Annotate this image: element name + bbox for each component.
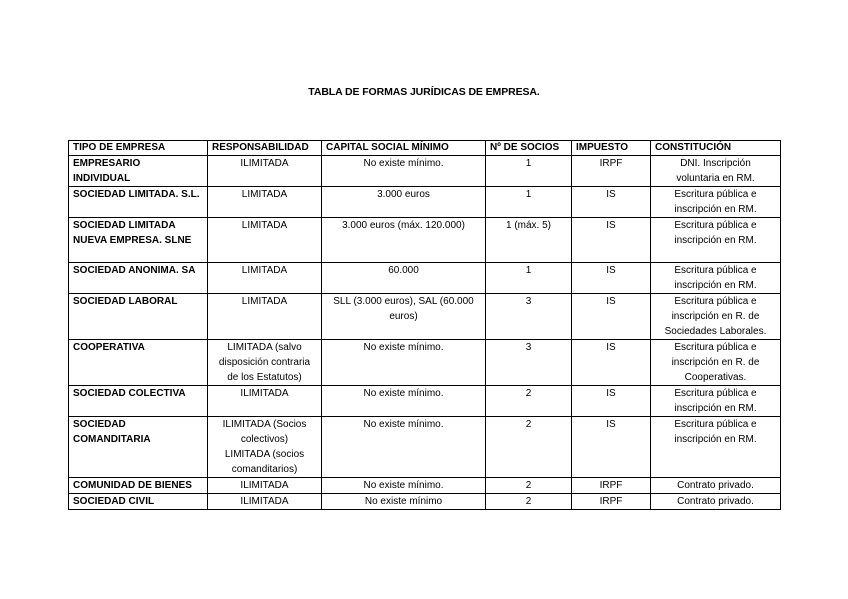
cell-line: de los Estatutos) (227, 372, 302, 383)
cell-tipo (69, 156, 208, 187)
cell-constitucion (651, 417, 781, 478)
cell-responsabilidad (208, 340, 322, 386)
cell-line: SOCIEDAD LABORAL (73, 296, 178, 307)
cell-line: inscripción en RM. (674, 235, 757, 246)
cell-line: Sociedades Laborales. (664, 326, 767, 337)
cell-socios: 2 (486, 478, 572, 494)
cell-socios: 2 (486, 417, 572, 478)
cell-constitucion (651, 218, 781, 263)
cell-constitucion (651, 386, 781, 417)
cell-line: Cooperativas. (684, 372, 747, 383)
cell-responsabilidad (208, 494, 322, 510)
cell-line: SOCIEDAD ANONIMA. SA (73, 265, 196, 276)
cell-responsabilidad (208, 218, 322, 263)
cell-capital (322, 417, 486, 478)
cell-line: ILIMITADA (Socios (222, 419, 307, 430)
cell-line: SOCIEDAD LIMITADA. S.L. (73, 189, 200, 200)
cell-line: inscripción en RM. (674, 403, 757, 414)
cell-line: Escritura pública e (674, 388, 757, 399)
cell-constitucion (651, 478, 781, 494)
cell-socios: 3 (486, 340, 572, 386)
cell-line: SOCIEDAD CIVIL (73, 496, 155, 507)
cell-tipo (69, 386, 208, 417)
cell-line: No existe mínimo. (363, 342, 444, 353)
cell-line: comanditarios) (231, 464, 298, 475)
cell-line: LIMITADA (salvo (227, 342, 302, 353)
table-row (69, 156, 781, 187)
cell-line: DNI. Inscripción (680, 158, 751, 169)
cell-line: NUEVA EMPRESA. SLNE (73, 235, 192, 246)
cell-socios: 2 (486, 494, 572, 510)
cell-constitucion (651, 263, 781, 294)
cell-line: SOCIEDAD COLECTIVA (73, 388, 186, 399)
cell-socios: 1 (máx. 5) (486, 218, 572, 263)
cell-line: LIMITADA (socios (224, 449, 305, 460)
cell-line: colectivos) (240, 434, 289, 445)
cell-line: Escritura pública e (674, 189, 757, 200)
cell-capital (322, 263, 486, 294)
cell-responsabilidad (208, 156, 322, 187)
cell-impuesto: IS (572, 187, 651, 218)
cell-capital (322, 340, 486, 386)
document-title: TABLA DE FORMAS JURÍDICAS DE EMPRESA. (308, 86, 540, 98)
table-body (69, 156, 781, 510)
cell-tipo (69, 294, 208, 340)
header-socios: Nº DE SOCIOS (486, 141, 572, 156)
cell-line: voluntaria en RM. (676, 173, 755, 184)
table-header-row (69, 141, 781, 156)
cell-constitucion (651, 340, 781, 386)
cell-impuesto: IS (572, 218, 651, 263)
cell-line: disposición contraria (218, 357, 311, 368)
cell-constitucion (651, 156, 781, 187)
cell-tipo (69, 417, 208, 478)
cell-line: Escritura pública e (674, 220, 757, 231)
cell-line: SOCIEDAD LIMITADA (73, 220, 176, 231)
table-row (69, 494, 781, 510)
cell-impuesto: IS (572, 294, 651, 340)
cell-line: SOCIEDAD (73, 419, 126, 430)
cell-socios: 1 (486, 187, 572, 218)
cell-constitucion (651, 294, 781, 340)
cell-line: No existe mínimo. (363, 419, 444, 430)
cell-line: No existe mínimo. (363, 158, 444, 169)
header-capital: CAPITAL SOCIAL MÍNIMO (322, 141, 486, 156)
cell-tipo (69, 340, 208, 386)
cell-socios: 1 (486, 263, 572, 294)
cell-line: LIMITADA (241, 265, 288, 276)
cell-line: Escritura pública e (674, 265, 757, 276)
table-row (69, 386, 781, 417)
cell-line: inscripción en RM. (674, 434, 757, 445)
cell-line: LIMITADA (241, 220, 288, 231)
cell-responsabilidad (208, 417, 322, 478)
header-constitucion: CONSTITUCIÓN (651, 141, 781, 156)
cell-line: INDIVIDUAL (73, 173, 131, 184)
cell-line: Escritura pública e (674, 296, 757, 307)
cell-line: euros) (389, 311, 418, 322)
cell-impuesto: IRPF (572, 156, 651, 187)
cell-tipo (69, 187, 208, 218)
cell-capital (322, 494, 486, 510)
cell-line: ILIMITADA (240, 496, 289, 507)
cell-capital (322, 218, 486, 263)
cell-socios: 1 (486, 156, 572, 187)
cell-capital (322, 156, 486, 187)
cell-line: EMPRESARIO (73, 158, 141, 169)
cell-capital (322, 187, 486, 218)
cell-tipo (69, 218, 208, 263)
legal-forms-table (68, 140, 781, 510)
cell-impuesto: IRPF (572, 478, 651, 494)
cell-line: Contrato privado. (677, 480, 754, 491)
cell-impuesto: IS (572, 386, 651, 417)
cell-impuesto: IS (572, 340, 651, 386)
table-row (69, 263, 781, 294)
table-row (69, 218, 781, 263)
cell-line: 60.000 (388, 265, 419, 276)
header-responsabilidad: RESPONSABILIDAD (208, 141, 322, 156)
cell-line: ILIMITADA (240, 480, 289, 491)
cell-tipo (69, 478, 208, 494)
table-row (69, 478, 781, 494)
cell-line: COOPERATIVA (73, 342, 145, 353)
table-row (69, 294, 781, 340)
cell-impuesto: IS (572, 263, 651, 294)
cell-line: 3.000 euros (377, 189, 430, 200)
cell-responsabilidad (208, 187, 322, 218)
cell-responsabilidad (208, 386, 322, 417)
cell-line: COMUNIDAD DE BIENES (73, 480, 192, 491)
cell-line: No existe mínimo. (363, 388, 444, 399)
cell-line: inscripción en R. de (671, 357, 760, 368)
cell-line: LIMITADA (241, 189, 288, 200)
cell-line: LIMITADA (241, 296, 288, 307)
cell-capital (322, 294, 486, 340)
cell-line: No existe mínimo (364, 496, 443, 507)
cell-responsabilidad (208, 294, 322, 340)
table-row (69, 340, 781, 386)
table-row (69, 187, 781, 218)
cell-impuesto: IS (572, 417, 651, 478)
cell-constitucion (651, 187, 781, 218)
cell-line: 3.000 euros (máx. 120.000) (342, 220, 465, 231)
cell-line: SLL (3.000 euros), SAL (60.000 (333, 296, 474, 307)
cell-line: COMANDITARIA (73, 434, 151, 445)
table-row (69, 417, 781, 478)
cell-capital (322, 386, 486, 417)
cell-line: Contrato privado. (677, 496, 754, 507)
cell-line: inscripción en RM. (674, 204, 757, 215)
cell-socios: 2 (486, 386, 572, 417)
cell-line: ILIMITADA (240, 158, 289, 169)
cell-responsabilidad (208, 478, 322, 494)
cell-line: inscripción en RM. (674, 280, 757, 291)
cell-line: Escritura pública e (674, 342, 757, 353)
cell-constitucion (651, 494, 781, 510)
cell-line: ILIMITADA (240, 388, 289, 399)
cell-tipo (69, 263, 208, 294)
cell-tipo (69, 494, 208, 510)
cell-line: inscripción en R. de (671, 311, 760, 322)
header-tipo: TIPO DE EMPRESA (69, 141, 208, 156)
cell-line: No existe mínimo. (363, 480, 444, 491)
cell-capital (322, 478, 486, 494)
cell-impuesto: IRPF (572, 494, 651, 510)
cell-socios: 3 (486, 294, 572, 340)
header-impuesto: IMPUESTO (572, 141, 651, 156)
cell-responsabilidad (208, 263, 322, 294)
cell-line: Escritura pública e (674, 419, 757, 430)
